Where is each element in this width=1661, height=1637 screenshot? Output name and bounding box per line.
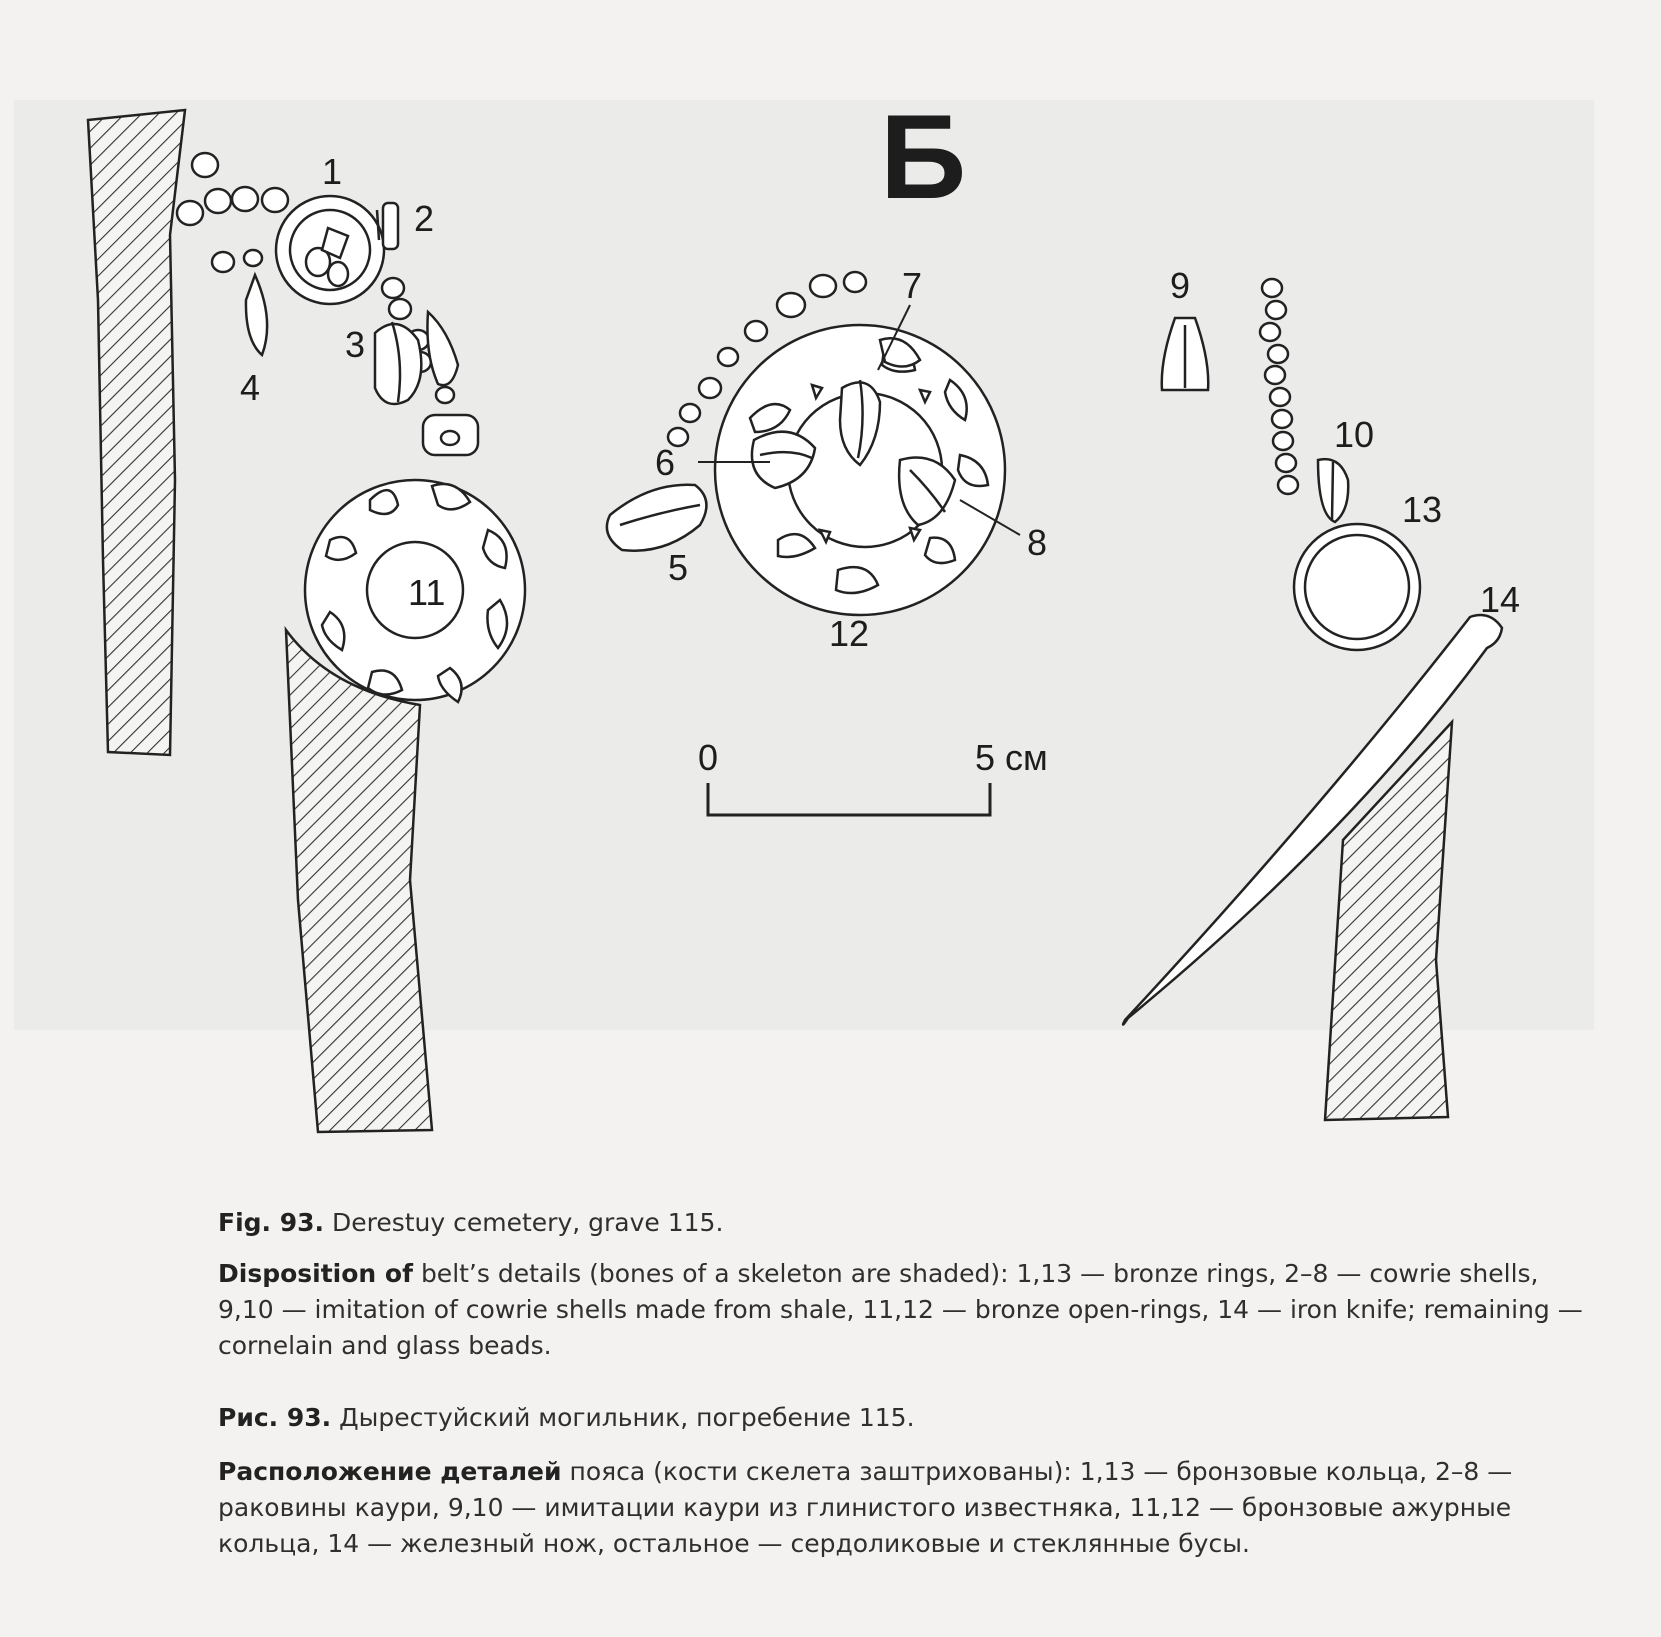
label-7: 7	[902, 265, 923, 306]
caption-en-title	[218, 1205, 1598, 1241]
imitation-cowrie-9	[1162, 318, 1208, 390]
scale-start-label: 0	[698, 737, 719, 778]
label-10: 10	[1334, 414, 1375, 455]
label-11: 11	[408, 572, 446, 613]
caption-en-fig-label: Fig. 93.	[218, 1208, 325, 1237]
label-2: 2	[414, 198, 435, 239]
scale-bar	[708, 783, 990, 815]
label-4: 4	[240, 367, 261, 408]
beads-upper-left	[177, 153, 288, 272]
caption-ru-lead: Расположение деталей	[218, 1457, 562, 1486]
label-13: 13	[1402, 489, 1443, 530]
caption-ru-body	[218, 1454, 1598, 1562]
bone-middle	[286, 630, 432, 1132]
label-9: 9	[1170, 265, 1191, 306]
caption-en-text: belt’s details (bones of a skeleton are shaded): 1,13 — bronze rings, 2–8 — cowrie shells, 9,10 — imitation of cowrie shells made from shale, 11,12 — bronze open-rings, 14 — iron knife; remaining — cornelain and glass beads.	[218, 1259, 1583, 1360]
label-8: 8	[1027, 522, 1048, 563]
label-5: 5	[668, 547, 689, 588]
label-3: 3	[345, 324, 366, 365]
bronze-ring-1	[276, 196, 384, 304]
imitation-cowrie-10	[1318, 459, 1348, 522]
bronze-open-ring-12	[715, 325, 1005, 615]
caption-en-fig-title: Derestuy cemetery, grave 115.	[331, 1208, 724, 1237]
panel-letter: Б	[880, 90, 967, 224]
scale-end-label: 5 см	[975, 737, 1048, 778]
cowrie-4	[246, 275, 267, 355]
bone-left	[88, 110, 185, 755]
caption-ru-title	[218, 1400, 1598, 1436]
bronze-ring-13	[1294, 524, 1420, 650]
bead-block	[423, 415, 478, 455]
beads-column-right	[1260, 279, 1298, 494]
label-14: 14	[1480, 579, 1521, 620]
label-12: 12	[829, 613, 870, 654]
label-6: 6	[655, 442, 676, 483]
label-1: 1	[322, 151, 343, 192]
caption-en-lead: Disposition of	[218, 1259, 413, 1288]
caption-en-body	[218, 1256, 1598, 1364]
cowrie-5	[607, 485, 707, 551]
caption-ru-text: пояса (кости скелета заштрихованы): 1,13 — бронзовые кольца, 2–8 — раковины каури, 9,10 — имитации каури из глинистого известняка, 11,12 — бронзовые ажурные кольца, 14 — железный нож, остальное — сердоликовые и стеклянные бусы.	[218, 1457, 1513, 1558]
caption-ru-fig-title: Дырестуйский могильник, погребение 115.	[339, 1403, 915, 1432]
caption-ru-fig-label: Рис. 93.	[218, 1403, 332, 1432]
